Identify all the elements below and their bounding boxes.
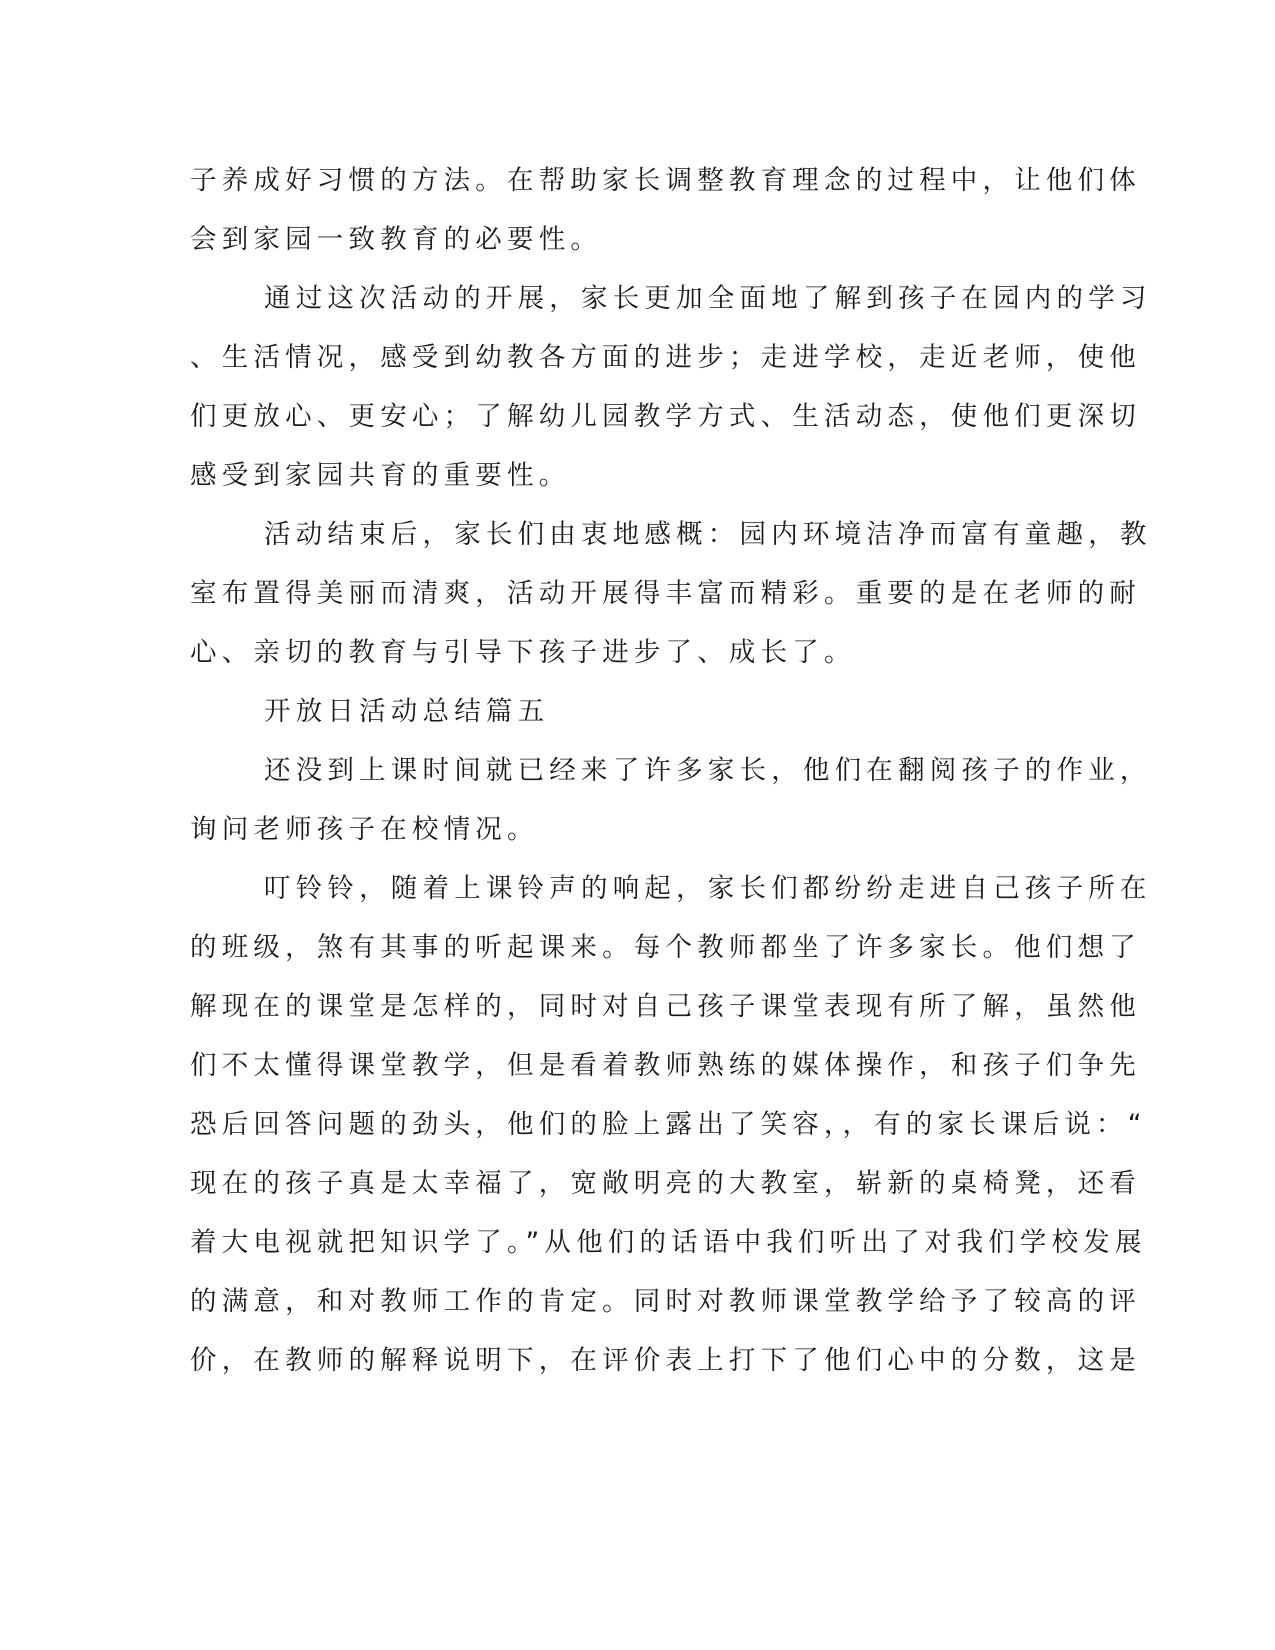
paragraph-line: 、生活情况，感受到幼教各方面的进步；走进学校，走近老师，使他 [190, 342, 1141, 373]
paragraph-line: 会到家园一致教育的必要性。 [190, 224, 603, 255]
paragraph-first-line: 活动结束后，家长们由衷地感概：园内环境洁净而富有童趣，教 [264, 519, 1152, 550]
paragraph-line: 心、亲切的教育与引导下孩子进步了、成长了。 [190, 637, 856, 668]
paragraph-first-line: 叮铃铃，随着上课铃声的响起，家长们都纷纷走进自己孩子所在 [264, 873, 1152, 904]
paragraph-line: 着大电视就把知识学了。”从他们的话语中我们听出了对我们学校发展 [190, 1227, 1147, 1258]
paragraph-first-line: 通过这次活动的开展，家长更加全面地了解到孩子在园内的学习 [264, 283, 1152, 314]
paragraph-line: 的班级，煞有其事的听起课来。每个教师都坐了许多家长。他们想了 [190, 932, 1141, 963]
paragraph-line: 们不太懂得课堂教学，但是看着教师熟练的媒体操作，和孩子们争先 [190, 1050, 1141, 1081]
paragraph-line: 子养成好习惯的方法。在帮助家长调整教育理念的过程中，让他们体 [190, 165, 1141, 196]
paragraph-line: 价，在教师的解释说明下，在评价表上打下了他们心中的分数，这是 [190, 1345, 1141, 1376]
paragraph-line: 的满意，和对教师工作的肯定。同时对教师课堂教学给予了较高的评 [190, 1286, 1141, 1317]
paragraph-line: 恐后回答问题的劲头，他们的脸上露出了笑容，，有的家长课后说：“ [190, 1109, 1147, 1140]
paragraph-line: 感受到家园共育的重要性。 [190, 460, 571, 491]
paragraph-line: 解现在的课堂是怎样的，同时对自己孩子课堂表现有所了解，虽然他 [190, 991, 1141, 1022]
paragraph-line: 现在的孩子真是太幸福了，宽敞明亮的大教室，崭新的桌椅凳，还看 [190, 1168, 1141, 1199]
paragraph-line: 们更放心、更安心；了解幼儿园教学方式、生活动态，使他们更深切 [190, 401, 1141, 432]
paragraph-first-line: 还没到上课时间就已经来了许多家长，他们在翻阅孩子的作业， [264, 755, 1152, 786]
paragraph-line: 室布置得美丽而清爽，活动开展得丰富而精彩。重要的是在老师的耐 [190, 578, 1141, 609]
section-heading: 开放日活动总结篇五 [264, 696, 550, 727]
paragraph-line: 询问老师孩子在校情况。 [190, 814, 539, 845]
